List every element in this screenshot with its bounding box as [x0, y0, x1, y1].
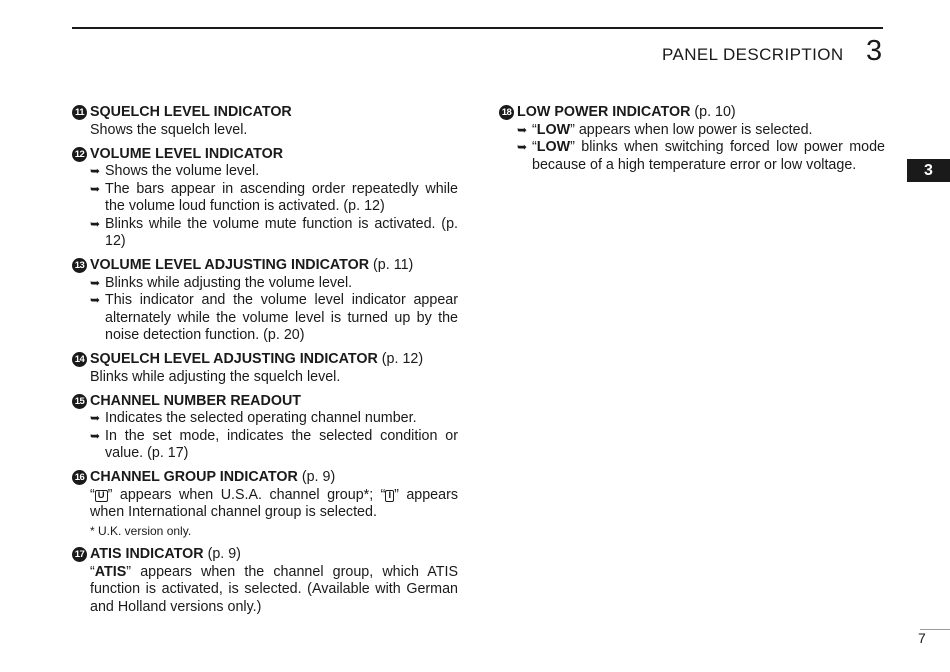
section-title: PANEL DESCRIPTION — [662, 45, 844, 64]
item-description: Shows the squelch level. — [90, 121, 248, 138]
item-number-badge: 13 — [72, 258, 87, 273]
bullet: ➥ Blinks while the volume mute function is activated. (p. 12) — [90, 215, 458, 249]
page-reference: (p. 9) — [297, 469, 336, 485]
item-title: CHANNEL NUMBER READOUT — [90, 392, 302, 409]
arrow-icon: ➥ — [90, 275, 101, 290]
bullet: ➥ The bars appear in ascending order repeatedly while the volume loud function is activated. (p. 12) — [90, 180, 458, 214]
lcd-keyword: LOW — [536, 121, 571, 138]
lcd-keyword: ATIS — [94, 563, 127, 580]
item-number-badge: 17 — [72, 547, 87, 562]
page-reference: (p. 10) — [690, 104, 736, 120]
item-low-power-indicator — [499, 104, 885, 174]
item-description: Blinks while adjusting the squelch level. — [90, 368, 341, 385]
arrow-icon: ➥ — [517, 140, 528, 154]
item-number-badge: 16 — [72, 470, 87, 485]
item-title: VOLUME LEVEL INDICATOR — [90, 145, 284, 162]
usa-lcd-icon: U — [95, 490, 108, 502]
item-title: VOLUME LEVEL ADJUSTING INDICATOR — [90, 257, 370, 273]
bullet: ➥ Shows the volume level. — [90, 163, 260, 179]
item-squelch-level-indicator — [72, 104, 458, 139]
item-number-badge: 15 — [72, 394, 87, 409]
item-title: CHANNEL GROUP INDICATOR — [90, 469, 298, 485]
page-reference: (p. 12) — [377, 351, 424, 367]
lcd-keyword: LOW — [536, 139, 571, 155]
left-column — [72, 104, 458, 623]
bullet: ➥ “LOW” blinks when switching forced low power mode because of a high temperature error or low voltage. — [517, 139, 885, 173]
arrow-icon: ➥ — [90, 216, 101, 231]
arrow-icon: ➥ — [90, 411, 101, 425]
item-number-badge: 18 — [499, 105, 514, 120]
item-atis-indicator — [72, 546, 458, 616]
item-volume-level-adjusting-indicator — [72, 257, 458, 345]
bullet: ➥ In the set mode, indicates the selected condition or value. (p. 17) — [90, 427, 458, 461]
header-rule — [72, 27, 883, 29]
section-number: 3 — [866, 35, 883, 67]
item-number-badge: 14 — [72, 352, 87, 367]
arrow-icon: ➥ — [517, 122, 528, 137]
page-reference: (p. 9) — [203, 546, 241, 562]
arrow-icon: ➥ — [90, 293, 101, 307]
bullet: ➥ This indicator and the volume level indicator appear alternately while the volume level is turned up by the noise detection function. (p. 20) — [90, 292, 458, 343]
item-squelch-level-adjusting-indicator — [72, 351, 458, 386]
item-channel-number-readout — [72, 393, 458, 463]
arrow-icon: ➥ — [90, 428, 101, 443]
page-reference: (p. 11) — [369, 257, 414, 273]
item-channel-group-indicator — [72, 469, 458, 540]
bullet: ➥ Indicates the selected operating channel number. — [90, 410, 417, 426]
item-description: “ U ” appears when U.S.A. channel group*; “ I ” appears when International channel group is selected. — [90, 486, 458, 520]
footnote: * U.K. version only. — [90, 523, 192, 538]
item-title: LOW POWER INDICATOR — [517, 104, 691, 120]
item-title: SQUELCH LEVEL INDICATOR — [90, 104, 292, 120]
arrow-icon: ➥ — [90, 164, 101, 178]
item-title: SQUELCH LEVEL ADJUSTING INDICATOR — [90, 351, 378, 367]
item-number-badge: 12 — [72, 147, 87, 162]
item-title: ATIS INDICATOR — [90, 546, 204, 562]
chapter-tab: 3 — [907, 159, 950, 182]
international-lcd-icon: I — [385, 490, 394, 502]
item-volume-level-indicator — [72, 146, 458, 251]
arrow-icon: ➥ — [90, 181, 101, 196]
right-column — [499, 104, 885, 181]
item-number-badge: 11 — [72, 105, 87, 120]
item-description: “ATIS” appears when the channel group, which ATIS function is activated, is selected. (Available with German and Holland versions only.) — [90, 563, 458, 615]
bullet: ➥ Blinks while adjusting the volume level. — [90, 274, 353, 291]
bullet: ➥ “LOW” appears when low power is selected. — [517, 121, 813, 138]
page-number: 7 — [918, 630, 926, 646]
